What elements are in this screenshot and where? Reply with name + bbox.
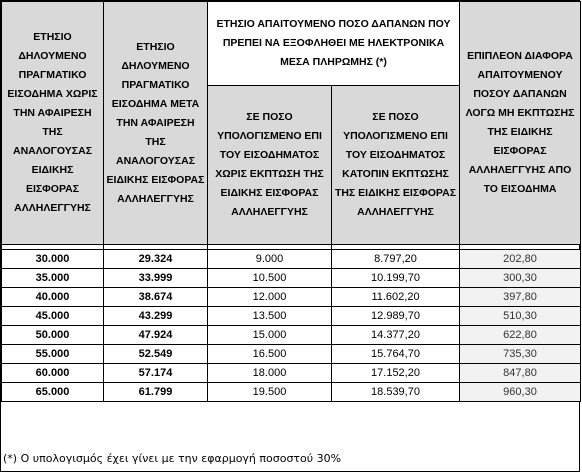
table-row <box>2 307 581 326</box>
cell-income-before: 40.000 <box>2 288 104 307</box>
cell-expense-after-deduction: 12.989,70 <box>332 307 460 326</box>
cell-expense-after-deduction: 8.797,20 <box>332 250 460 269</box>
cell-expense-after-deduction: 10.199,70 <box>332 269 460 288</box>
header-income-before: ΕΤΗΣΙΟ ΔΗΛΟΥΜΕΝΟ ΠΡΑΓΜΑΤΙΚΟ ΕΙΣΟΔΗΜΑ ΧΩΡΙΣ ΤΗΝ ΑΦΑΙΡΕΣΗ ΤΗΣ ΑΝΑΛΟΓΟΥΣΑΣ ΕΙΔΙΚΗΣ ΕΙΣΦΟΡΑΣ ΑΛΛΗΛΕΓΓΥΗΣ <box>2 2 104 245</box>
cell-income-after: 29.324 <box>104 250 208 269</box>
header-required-expenses: ΕΤΗΣΙΟ ΑΠΑΙΤΟΥΜΕΝΟ ΠΟΣΟ ΔΑΠΑΝΩΝ ΠΟΥ ΠΡΕΠΕΙ ΝΑ ΕΞΟΦΛΗΘΕΙ ΜΕ ΗΛΕΚΤΡΟΝΙΚΑ ΜΕΣΑ ΠΛΗΡΩΜΗΣ (*) <box>208 2 460 86</box>
cell-difference: 622,80 <box>460 326 581 345</box>
cell-income-after: 57.174 <box>104 364 208 383</box>
cell-expense-without-deduction: 19.500 <box>208 383 332 402</box>
cell-income-before: 35.000 <box>2 269 104 288</box>
cell-expense-without-deduction: 9.000 <box>208 250 332 269</box>
cell-difference: 735,30 <box>460 345 581 364</box>
table-row <box>2 288 581 307</box>
header-after-deduction: ΣΕ ΠΟΣΟ ΥΠΟΛΟΓΙΣΜΕΝΟ ΕΠΙ ΤΟΥ ΕΙΣΟΔΗΜΑΤΟΣ ΚΑΤΟΠΙΝ ΕΚΠΤΩΣΗΣ ΤΗΣ ΕΙΔΙΚΗΣ ΕΙΣΦΟΡΑΣ ΑΛΛΗΛΕΓΓΥΗΣ <box>332 86 460 245</box>
expense-table <box>1 1 581 402</box>
cell-income-after: 33.999 <box>104 269 208 288</box>
cell-income-after: 43.299 <box>104 307 208 326</box>
cell-income-before: 50.000 <box>2 326 104 345</box>
table-row <box>2 250 581 269</box>
cell-difference: 847,80 <box>460 364 581 383</box>
cell-income-after: 38.674 <box>104 288 208 307</box>
cell-income-before: 45.000 <box>2 307 104 326</box>
cell-difference: 510,30 <box>460 307 581 326</box>
cell-expense-without-deduction: 12.000 <box>208 288 332 307</box>
cell-income-before: 60.000 <box>2 364 104 383</box>
cell-income-before: 55.000 <box>2 345 104 364</box>
cell-expense-without-deduction: 15.000 <box>208 326 332 345</box>
cell-expense-without-deduction: 16.500 <box>208 345 332 364</box>
cell-income-before: 30.000 <box>2 250 104 269</box>
table-row <box>2 364 581 383</box>
header-without-deduction: ΣΕ ΠΟΣΟ ΥΠΟΛΟΓΙΣΜΕΝΟ ΕΠΙ ΤΟΥ ΕΙΣΟΔΗΜΑΤΟΣ ΧΩΡΙΣ ΕΚΠΤΩΣΗ ΤΗΣ ΕΙΔΙΚΗΣ ΕΙΣΦΟΡΑΣ ΑΛΛΗΛΕΓΓΥΗΣ <box>208 86 332 245</box>
cell-income-after: 52.549 <box>104 345 208 364</box>
table-row <box>2 383 581 402</box>
cell-expense-without-deduction: 13.500 <box>208 307 332 326</box>
cell-difference: 300,30 <box>460 269 581 288</box>
cell-income-before: 65.000 <box>2 383 104 402</box>
cell-difference: 202,80 <box>460 250 581 269</box>
cell-income-after: 47.924 <box>104 326 208 345</box>
cell-expense-without-deduction: 10.500 <box>208 269 332 288</box>
table-row <box>2 269 581 288</box>
header-additional-difference: ΕΠΙΠΛΕΟΝ ΔΙΑΦΟΡΑ ΑΠΑΙΤΟΥΜΕΝΟΥ ΠΟΣΟΥ ΔΑΠΑΝΩΝ ΛΟΓΩ ΜΗ ΕΚΠΤΩΣΗΣ ΤΗΣ ΕΙΔΙΚΗΣ ΕΙΣΦΟΡΑΣ ΑΛΛΗΛΕΓΓΥΗΣ ΑΠΟ ΤΟ ΕΙΣΟΔΗΜΑ <box>460 2 581 245</box>
cell-difference: 960,30 <box>460 383 581 402</box>
table-row <box>2 345 581 364</box>
cell-expense-without-deduction: 18.000 <box>208 364 332 383</box>
cell-expense-after-deduction: 17.152,20 <box>332 364 460 383</box>
table-row <box>2 326 581 345</box>
header-income-after: ΕΤΗΣΙΟ ΔΗΛΟΥΜΕΝΟ ΠΡΑΓΜΑΤΙΚΟ ΕΙΣΟΔΗΜΑ ΜΕΤΑ ΤΗΝ ΑΦΑΙΡΕΣΗ ΤΗΣ ΑΝΑΛΟΓΟΥΣΑΣ ΕΙΔΙΚΗΣ ΕΙΣΦΟΡΑΣ ΑΛΛΗΛΕΓΓΥΗΣ <box>104 2 208 245</box>
cell-income-after: 61.799 <box>104 383 208 402</box>
cell-expense-after-deduction: 11.602,20 <box>332 288 460 307</box>
cell-difference: 397,80 <box>460 288 581 307</box>
cell-expense-after-deduction: 15.764,70 <box>332 345 460 364</box>
footnote: (*) Ο υπολογισμός έχει γίνει με την εφαρμογή ποσοστού 30% <box>3 452 342 465</box>
cell-expense-after-deduction: 18.539,70 <box>332 383 460 402</box>
cell-expense-after-deduction: 14.377,20 <box>332 326 460 345</box>
